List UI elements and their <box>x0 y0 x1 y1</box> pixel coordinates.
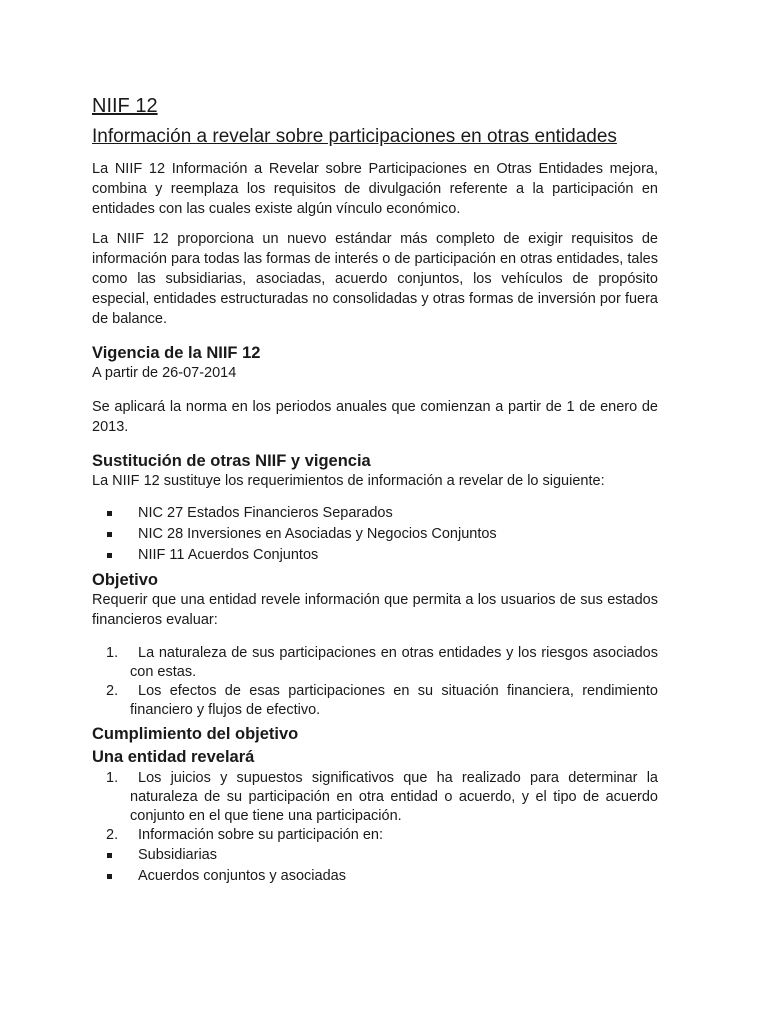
square-bullet-icon <box>107 553 112 558</box>
vigencia-date: A partir de 26-07-2014 <box>92 365 237 381</box>
intro-paragraph-1: La NIIF 12 Información a Revelar sobre Participaciones en Otras Entidades mejora, combina y reemplaza los requisitos de divulgación referente a la participación en entidades con las cuales existe algún vínculo económico. <box>92 161 658 217</box>
sustitucion-list <box>92 503 658 566</box>
square-bullet-icon <box>107 511 112 516</box>
vigencia-text: Se aplicará la norma en los periodos anuales que comienzan a partir de 1 de enero de 2013. <box>92 399 658 435</box>
list-item: Acuerdos conjuntos y asociadas <box>92 866 658 887</box>
section-heading-sustitucion: Sustitución de otras NIIF y vigencia <box>92 452 371 470</box>
cumplimiento-list <box>92 769 658 845</box>
intro-paragraph-2: La NIIF 12 proporciona un nuevo estándar más completo de exigir requisitos de información para todas las formas de interés o de participación en otras entidades, tales como las subsidiarias, asociadas, acuerdo conjuntos, los vehículos de propósito especial, entidades estructuradas no consolidadas y otras formas de inversión por fuera de balance. <box>92 231 658 327</box>
section-heading-vigencia: Vigencia de la NIIF 12 <box>92 344 261 362</box>
square-bullet-icon <box>107 853 112 858</box>
list-item: NIIF 11 Acuerdos Conjuntos <box>92 545 658 566</box>
list-item: 1. La naturaleza de sus participaciones en otras entidades y los riesgos asociados con estas. <box>106 645 658 680</box>
section-heading-cumplimiento: Cumplimiento del objetivo <box>92 725 299 743</box>
cumplimiento-bullets <box>92 845 658 887</box>
list-item: 2. Los efectos de esas participaciones en su situación financiera, rendimiento financiero y flujos de efectivo. <box>106 683 658 718</box>
list-item: NIC 27 Estados Financieros Separados <box>92 503 658 524</box>
document-heading: NIIF 12 <box>92 95 158 117</box>
list-item: Subsidiarias <box>92 845 658 866</box>
square-bullet-icon <box>107 532 112 537</box>
list-item: 1. Los juicios y supuestos significativos que ha realizado para determinar la naturaleza de su participación en otra entidad o acuerdo, y el tipo de acuerdo conjunto en el que tiene una participación. <box>106 770 658 824</box>
objetivo-text: Requerir que una entidad revele información que permita a los usuarios de sus estados financieros evaluar: <box>92 592 658 628</box>
sustitucion-text: La NIIF 12 sustituye los requerimientos de información a revelar de lo siguiente: <box>92 473 605 489</box>
document-content <box>92 93 658 887</box>
list-item: NIC 28 Inversiones en Asociadas y Negocios Conjuntos <box>92 524 658 545</box>
square-bullet-icon <box>107 874 112 879</box>
section-heading-objetivo: Objetivo <box>92 571 159 589</box>
section-subheading-revelara: Una entidad revelará <box>92 748 255 766</box>
document-title: Información a revelar sobre participaciones en otras entidades <box>92 126 617 147</box>
objetivo-list <box>92 644 658 720</box>
list-item: 2. Información sobre su participación en: <box>106 827 384 843</box>
